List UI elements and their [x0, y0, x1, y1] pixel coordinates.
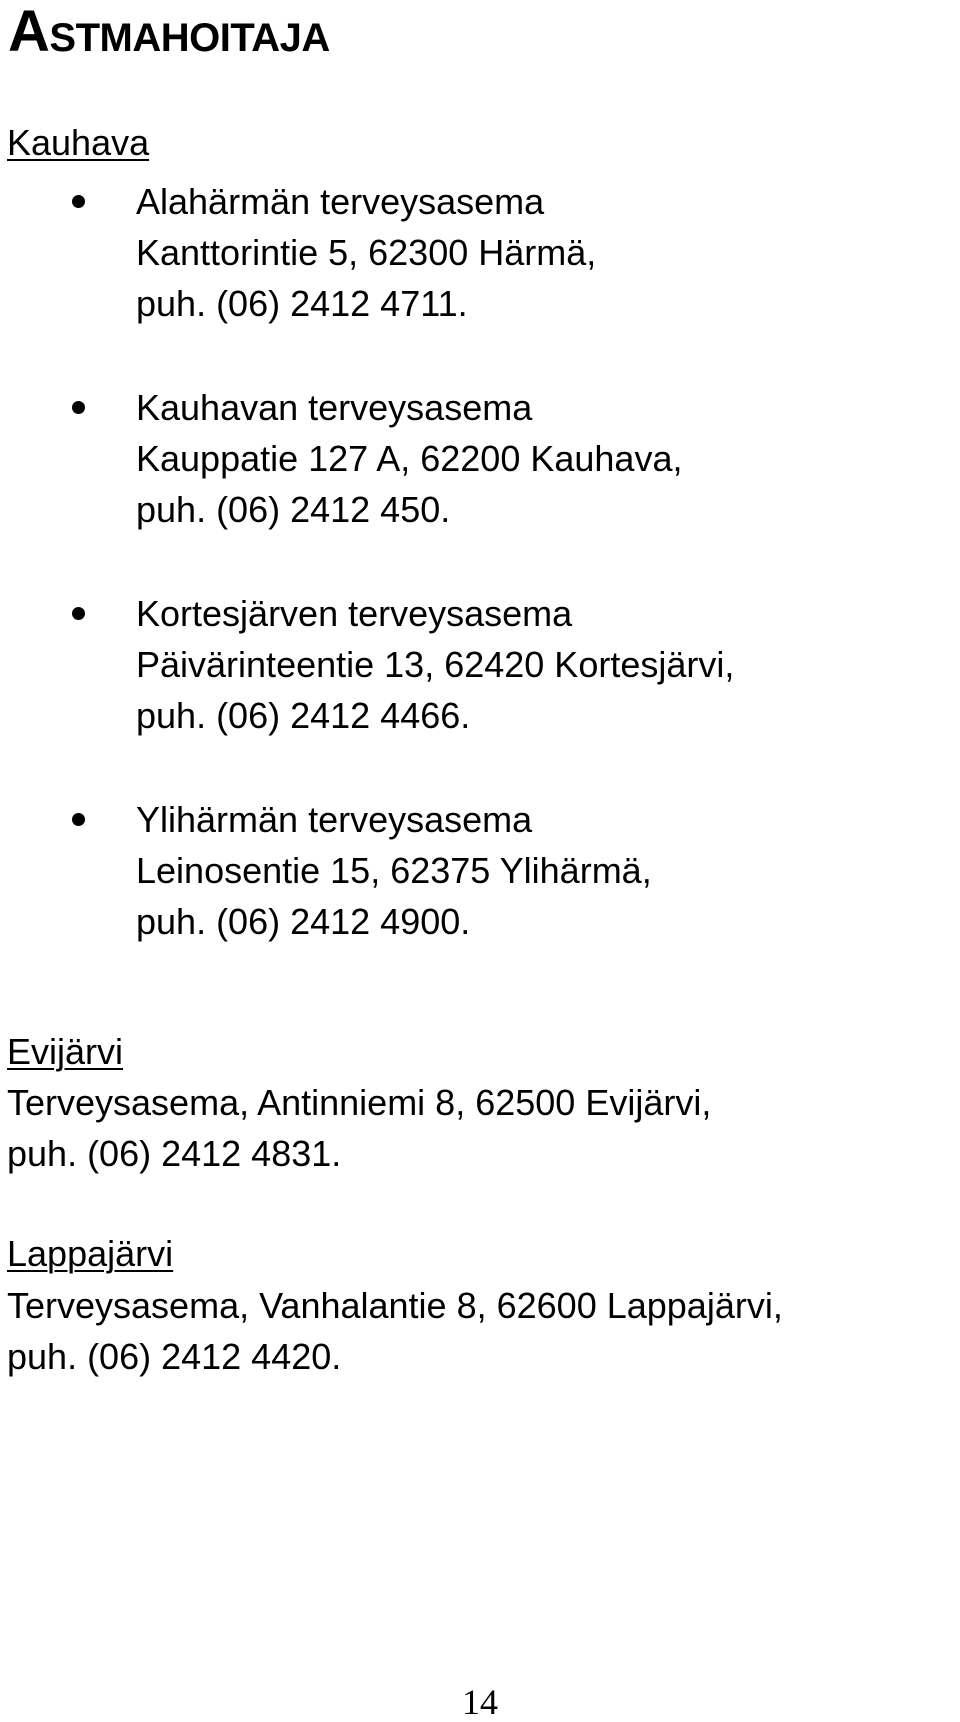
- clinic-address: Terveysasema, Vanhalantie 8, 62600 Lappajärvi,: [7, 1285, 783, 1326]
- list-item: [0, 176, 734, 329]
- clinic-address: Kanttorintie 5, 62300 Härmä,: [136, 232, 597, 273]
- bullet-icon: [72, 401, 85, 414]
- evijarvi-block: [7, 1077, 711, 1179]
- list-item: [0, 588, 734, 741]
- clinic-address: Leinosentie 15, 62375 Ylihärmä,: [136, 850, 652, 891]
- section-heading-kauhava: Kauhava: [7, 122, 150, 163]
- clinic-address: Päivärinteentie 13, 62420 Kortesjärvi,: [136, 644, 735, 685]
- clinic-phone: puh. (06) 2412 450.: [136, 489, 451, 530]
- page-number: 14: [462, 1682, 498, 1722]
- section-heading-evijarvi: Evijärvi: [7, 1031, 124, 1072]
- kauhava-list: [0, 176, 734, 1000]
- page-title-rest: STMAHOITAJA: [49, 16, 330, 60]
- clinic-phone: puh. (06) 2412 4466.: [136, 695, 471, 736]
- clinic-name: Kortesjärven terveysasema: [136, 593, 573, 634]
- clinic-name: Alahärmän terveysasema: [136, 181, 545, 222]
- page-title: [8, 0, 330, 70]
- bullet-icon: [72, 813, 85, 826]
- list-item: [0, 382, 734, 535]
- lappajarvi-block: [7, 1280, 783, 1382]
- clinic-name: Kauhavan terveysasema: [136, 387, 533, 428]
- clinic-name: Ylihärmän terveysasema: [136, 799, 533, 840]
- clinic-phone: puh. (06) 2412 4831.: [7, 1133, 342, 1174]
- page-title-initial: A: [8, 0, 50, 64]
- list-item: [0, 794, 734, 947]
- clinic-phone: puh. (06) 2412 4900.: [136, 901, 471, 942]
- clinic-address: Kauppatie 127 A, 62200 Kauhava,: [136, 438, 683, 479]
- clinic-phone: puh. (06) 2412 4420.: [7, 1336, 342, 1377]
- clinic-address: Terveysasema, Antinniemi 8, 62500 Evijärvi,: [7, 1082, 712, 1123]
- bullet-icon: [72, 195, 85, 208]
- bullet-icon: [72, 607, 85, 620]
- clinic-phone: puh. (06) 2412 4711.: [136, 283, 468, 324]
- section-heading-lappajarvi: Lappajärvi: [7, 1233, 174, 1274]
